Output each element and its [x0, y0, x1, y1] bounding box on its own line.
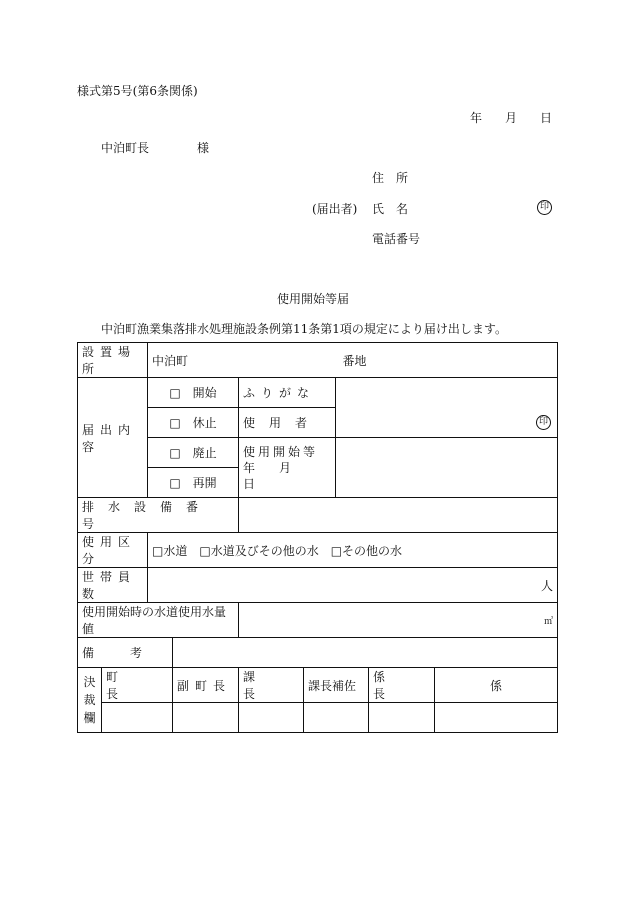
approval-role-mayor: 町 長	[102, 668, 173, 703]
remarks-value[interactable]	[173, 638, 558, 668]
location-value	[148, 343, 558, 378]
approval-stamp-subsection-chief[interactable]	[369, 703, 435, 733]
start-date-value[interactable]	[336, 438, 558, 498]
document-title: 使用開始等届	[277, 292, 350, 306]
approval-role-assistant-chief: 課長補佐	[304, 668, 369, 703]
date-year-label: 年	[470, 111, 483, 125]
notification-form-table	[77, 342, 558, 733]
option-resume[interactable]: □ 再開	[148, 468, 239, 498]
option-suspend[interactable]: □ 休止	[148, 408, 239, 438]
content-label: 届出内容	[78, 378, 148, 498]
user-seal-mark: 印	[536, 415, 551, 430]
water-volume-unit: ㎥	[544, 617, 554, 627]
addressee-name: 中泊町長	[101, 141, 150, 155]
usage-options[interactable]: □水道 □水道及びその他の水 □その他の水	[148, 533, 558, 568]
household-value[interactable]	[148, 568, 558, 603]
household-label: 世帯員数	[78, 568, 148, 603]
approval-stamp-mayor[interactable]	[102, 703, 173, 733]
approval-role-staff: 係	[435, 668, 558, 703]
option-abolish[interactable]: □ 廃止	[148, 438, 239, 468]
approval-role-section-chief: 課 長	[239, 668, 304, 703]
notifier-address-label: 住 所	[372, 171, 409, 185]
user-label: 使用者	[239, 408, 336, 438]
approval-stamp-section-chief[interactable]	[239, 703, 304, 733]
notifier-name-label: 氏 名	[372, 202, 409, 216]
location-banchi: 番地	[342, 353, 367, 368]
approval-stamp-staff[interactable]	[435, 703, 558, 733]
approval-label: 決裁欄	[78, 668, 102, 733]
form-number: 様式第5号(第6条関係)	[77, 84, 198, 98]
notifier-label: (届出者)	[312, 202, 358, 216]
remarks-label: 備 考	[78, 638, 173, 668]
date-day-label: 日	[540, 111, 553, 125]
user-name-cell[interactable]	[336, 378, 558, 438]
equipment-number-value[interactable]	[239, 498, 558, 533]
start-date-label-line1: 使用開始等	[243, 444, 319, 459]
location-town: 中泊町	[152, 353, 189, 368]
intro-text: 中泊町漁業集落排水処理施設条例第11条第1項の規定により届け出します。	[101, 322, 507, 336]
date-month-label: 月	[505, 111, 518, 125]
notifier-phone-label: 電話番号	[372, 232, 421, 246]
furigana-label: ふりがな	[239, 378, 336, 408]
start-date-label-line2: 年 月 日	[243, 460, 316, 491]
seal-mark: 印	[537, 200, 552, 215]
equipment-number-label: 排水設備番号	[78, 498, 239, 533]
water-volume-value[interactable]	[239, 603, 558, 638]
option-start[interactable]: □ 開始	[148, 378, 239, 408]
water-volume-label: 使用開始時の水道使用水量値	[78, 603, 239, 638]
approval-role-deputy-mayor: 副町長	[173, 668, 239, 703]
approval-stamp-deputy-mayor[interactable]	[173, 703, 239, 733]
location-label: 設置場所	[78, 343, 148, 378]
start-date-label	[239, 438, 336, 498]
approval-stamp-assistant-chief[interactable]	[304, 703, 369, 733]
addressee-honorific: 様	[197, 141, 210, 155]
approval-role-subsection-chief: 係 長	[369, 668, 435, 703]
household-unit: 人	[541, 578, 554, 593]
usage-label: 使用区分	[78, 533, 148, 568]
